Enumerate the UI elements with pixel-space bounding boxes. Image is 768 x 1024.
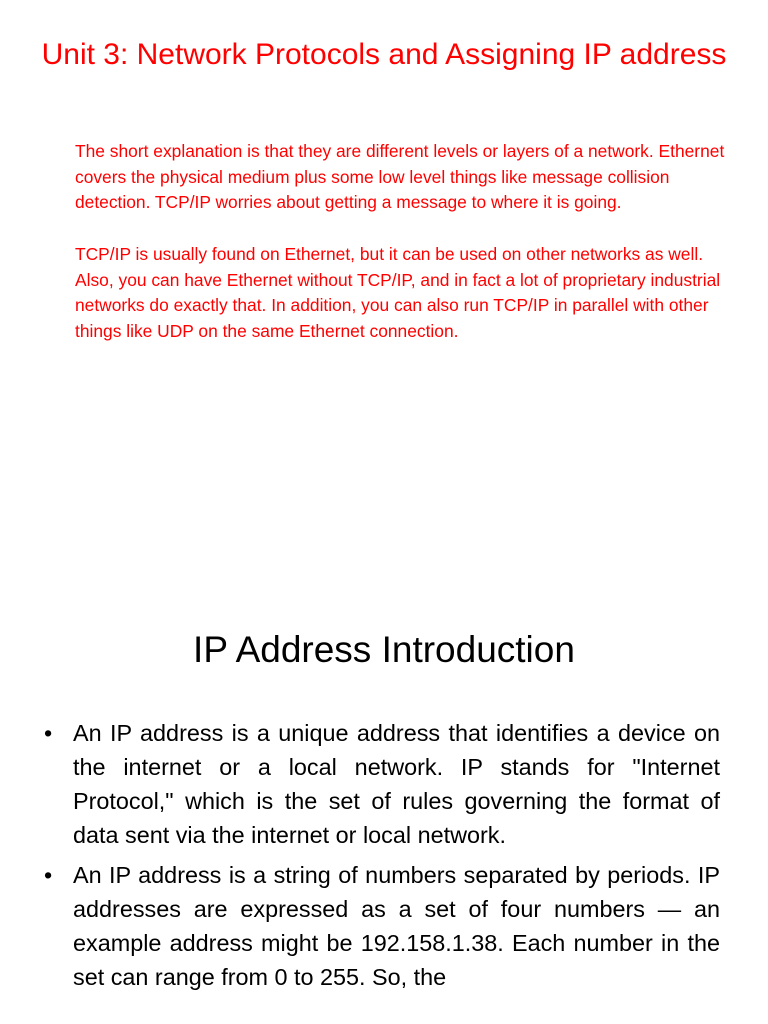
slide-title: IP Address Introduction (193, 629, 575, 670)
bullet-icon: • (44, 862, 53, 888)
slide-title: Unit 3: Network Protocols and Assigning IP address (41, 38, 727, 71)
bullet-item (0, 858, 720, 994)
bullet-text: An IP address is a string of numbers separated by periods. IP addresses are expressed as a set of four numbers — an example address might be 192.158.1.38. Each number in the set can range from 0 to 255. So, the (73, 862, 720, 990)
slide-body (75, 139, 725, 370)
bullet-list (0, 716, 768, 1000)
bullet-item (0, 716, 720, 852)
bullet-icon: • (44, 720, 53, 746)
slide-ip-address-introduction (0, 576, 768, 1024)
paragraph-tcpip-on-ethernet: TCP/IP is usually found on Ethernet, but it can be used on other networks as well. Also, you can have Ethernet without TCP/IP, and in fact a lot of proprietary industrial networks do exactly that. In addition, you can also run TCP/IP in parallel with other things like UDP on the same Ethernet connection. (75, 243, 721, 341)
paragraph-ethernet-vs-tcpip: The short explanation is that they are different levels or layers of a network. Ethernet covers the physical medium plus some low level things like message collision detection. TCP/IP worries about getting a message to where it is going. (75, 141, 725, 213)
bullet-text: An IP address is a unique address that identifies a device on the internet or a local network. IP stands for "Internet Protocol," which is the set of rules governing the format of data sent via the internet or local network. (73, 720, 720, 848)
